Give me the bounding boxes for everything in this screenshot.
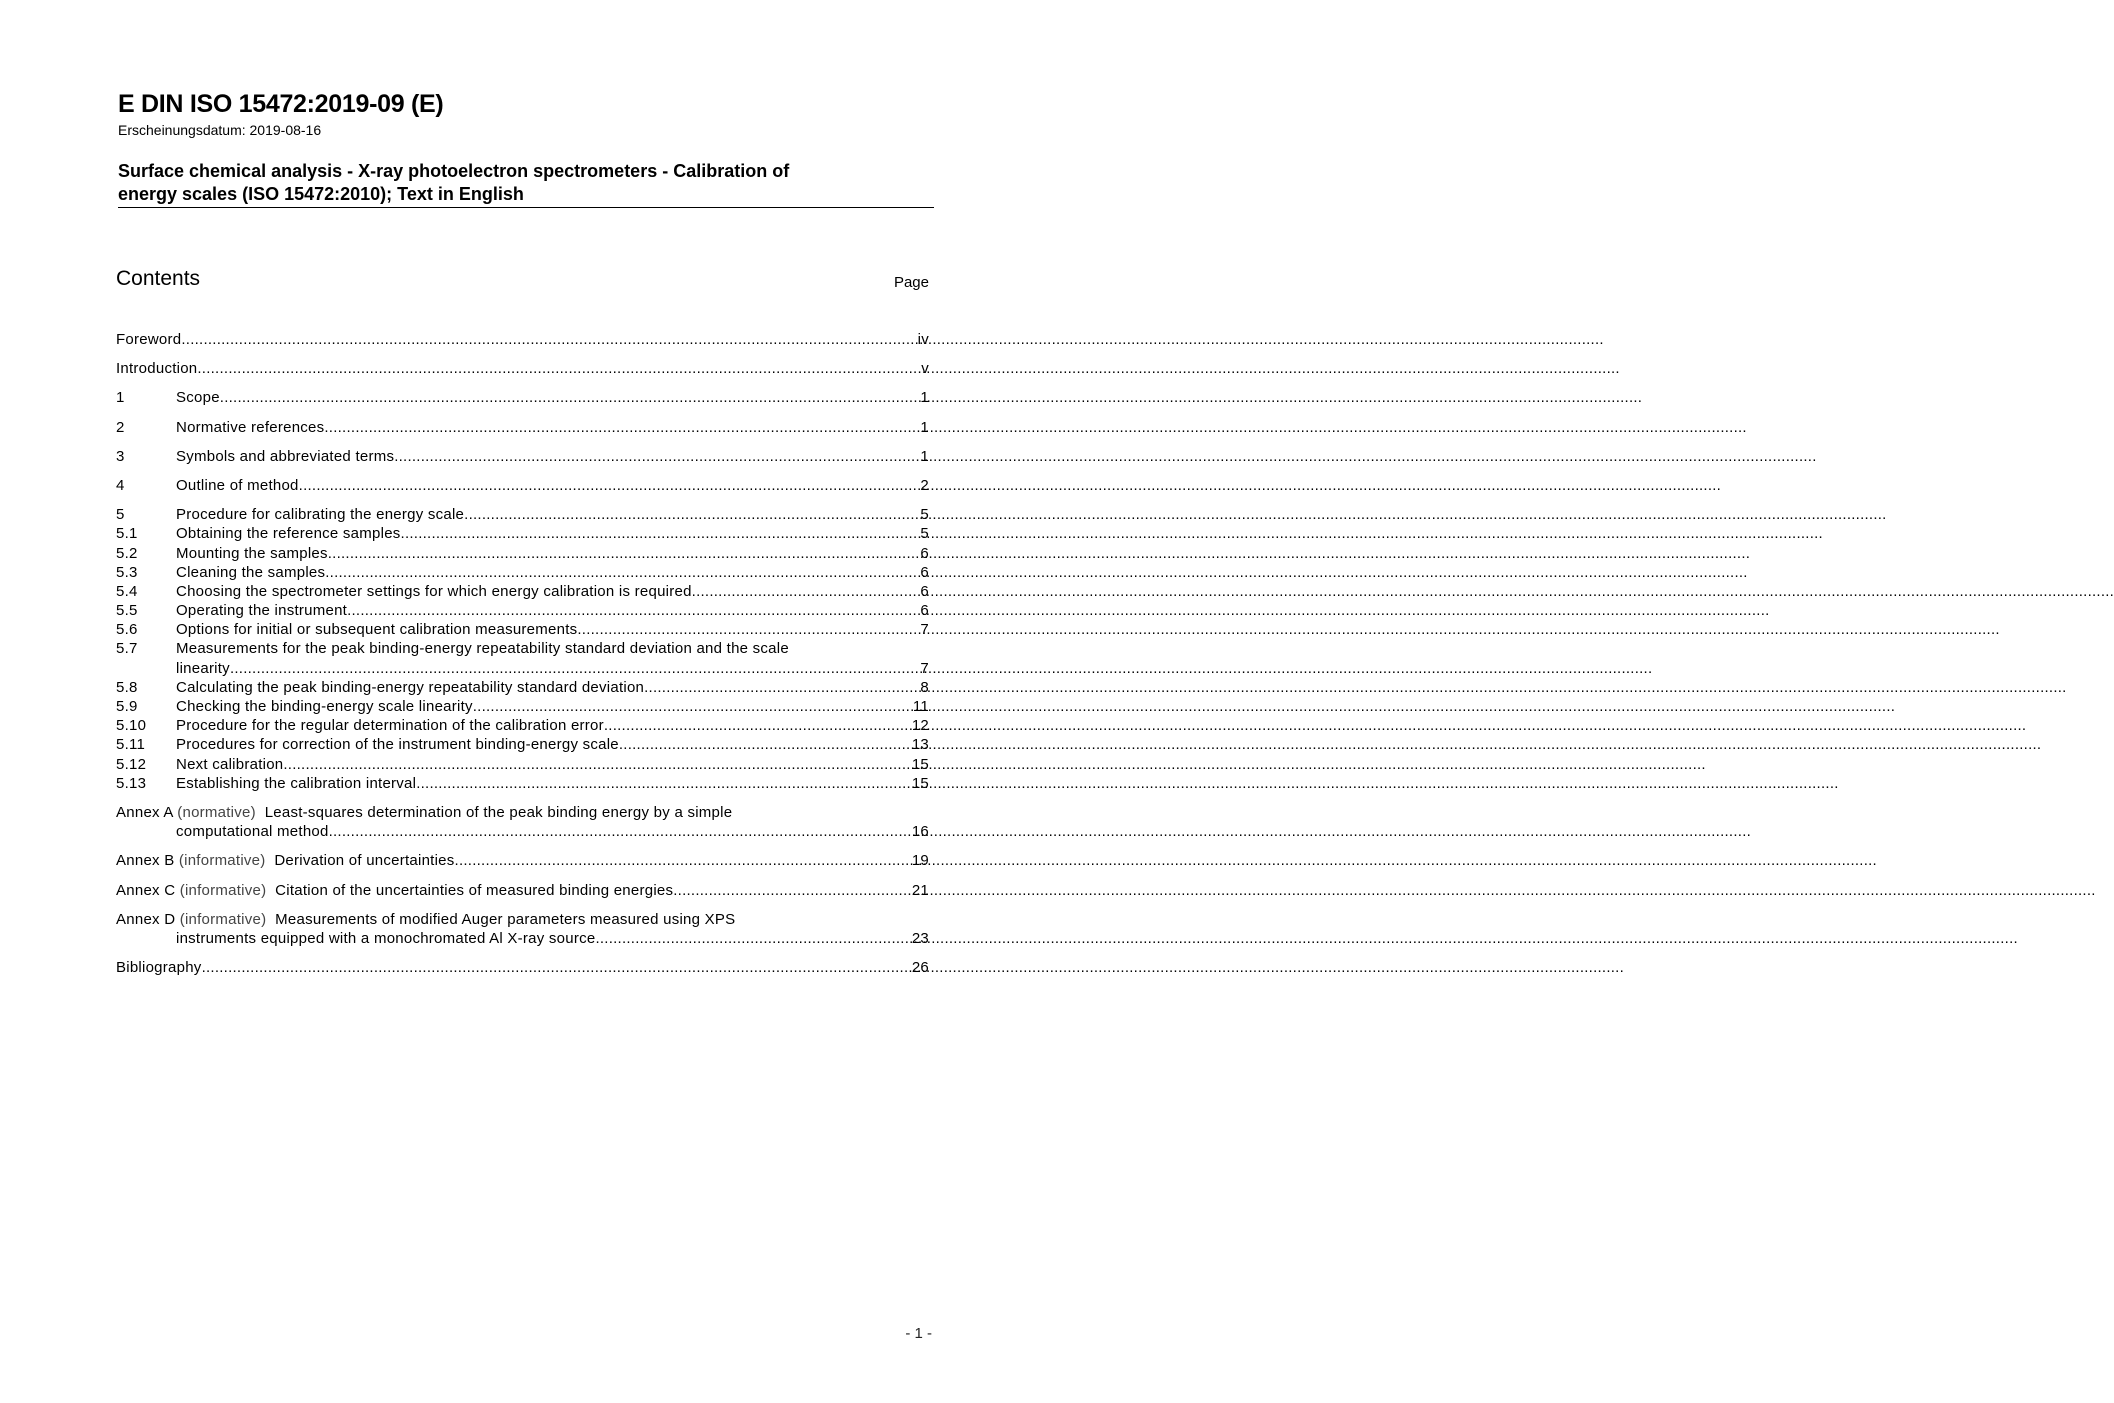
toc-entry-5-5[interactable]: [116, 601, 929, 620]
toc-entry-5-1[interactable]: [116, 524, 929, 543]
annex-title: Citation of the uncertainties of measured binding energies: [275, 881, 674, 899]
document-title-line-1: Surface chemical analysis - X-ray photoelectron spectrometers - Calibration of: [118, 161, 790, 181]
toc-label: Measurements for the peak binding-energy repeatability standard deviation and the scale: [176, 640, 789, 658]
toc-leader-dots: [202, 958, 912, 977]
annex-title: computational method: [176, 823, 329, 841]
toc-leader-dots: [604, 716, 912, 735]
toc-entry-5-9[interactable]: [116, 697, 929, 716]
toc-number: 5.5: [116, 602, 138, 620]
toc-leader-dots: [644, 678, 920, 697]
toc-page: 16: [911, 823, 929, 841]
toc-entry-annex-a[interactable]: [116, 803, 929, 822]
toc-page: 13: [911, 736, 929, 754]
toc-entry-annex-d-continued[interactable]: [116, 929, 929, 948]
toc-entry-5-4[interactable]: [116, 582, 929, 601]
annex-prefix: Annex C: [116, 881, 176, 899]
toc-number: 2: [116, 418, 125, 436]
toc-number: 5.11: [116, 736, 146, 754]
toc-page: v: [921, 360, 929, 378]
toc-entry-5[interactable]: [116, 505, 929, 524]
toc-number: 5.8: [116, 678, 138, 696]
toc-leader-dots: [324, 418, 920, 437]
annex-kind: (informative): [179, 881, 267, 899]
toc-leader-dots: [455, 851, 912, 870]
annex-kind: (informative): [179, 910, 267, 928]
annex-kind: (normative): [177, 803, 256, 821]
toc-page: 6: [920, 602, 929, 620]
toc-label: Normative references: [176, 418, 325, 436]
toc-page: 2: [920, 476, 929, 494]
toc-number: 5: [116, 506, 125, 524]
toc-page: 11: [912, 698, 929, 715]
annex-title: Least-squares determination of the peak binding energy by a simple: [264, 803, 733, 821]
toc-number: 5.7: [116, 640, 138, 658]
toc-entry-5-2[interactable]: [116, 544, 929, 563]
toc-leader-dots: [329, 822, 912, 841]
contents-heading: Contents: [116, 267, 201, 290]
toc-leader-dots: [230, 659, 920, 678]
toc-page: 21: [911, 881, 929, 899]
toc-entry-4[interactable]: [116, 476, 929, 495]
toc-number: 5.3: [116, 563, 138, 581]
toc-page: 15: [911, 774, 929, 792]
toc-leader-dots: [473, 697, 913, 716]
annex-title: instruments equipped with a monochromated Al X-ray source: [176, 929, 596, 947]
toc-label: [116, 881, 673, 900]
toc-page: 26: [911, 959, 929, 977]
toc-page: 15: [911, 755, 929, 773]
toc-page: 5: [920, 506, 929, 524]
toc-entry-5-7-continued[interactable]: [116, 659, 929, 678]
toc-label: Checking the binding-energy scale linearity: [176, 698, 473, 715]
title-divider: [118, 207, 934, 208]
toc-page: 12: [911, 717, 929, 735]
toc-leader-dots: [401, 524, 921, 543]
toc-page: 1: [920, 389, 929, 407]
toc-leader-dots: [299, 476, 921, 495]
toc-entry-introduction[interactable]: [116, 359, 929, 378]
document-title-line-2: energy scales (ISO 15472:2010); Text in English: [118, 184, 524, 204]
toc-label: Cleaning the samples: [176, 563, 326, 581]
publication-date: Erscheinungsdatum: 2019-08-16: [118, 122, 322, 138]
toc-entry-annex-a-continued[interactable]: [116, 822, 929, 841]
toc-number: 5.13: [116, 774, 147, 792]
toc-page: 7: [920, 659, 929, 677]
toc-label: Procedures for correction of the instrument binding-energy scale: [176, 736, 619, 754]
toc-entry-2[interactable]: [116, 418, 929, 437]
toc-entry-1[interactable]: [116, 388, 929, 407]
toc-label: Options for initial or subsequent calibration measurements: [176, 621, 578, 639]
toc-page: 6: [920, 582, 929, 600]
toc-number: 5.2: [116, 544, 138, 562]
page-number: - 1 -: [905, 1325, 932, 1342]
toc-number: 5.6: [116, 621, 138, 639]
toc-leader-dots: [673, 881, 912, 900]
annex-title: Measurements of modified Auger parameters measured using XPS: [275, 910, 736, 928]
toc-label: Foreword: [116, 331, 182, 348]
table-of-contents: [116, 330, 929, 977]
toc-page: 19: [911, 852, 929, 870]
toc-entry-bibliography[interactable]: [116, 958, 929, 977]
toc-label: Introduction: [116, 360, 198, 378]
toc-leader-dots: [181, 330, 917, 349]
toc-leader-dots: [619, 735, 912, 754]
toc-number: 5.10: [116, 717, 147, 735]
toc-number: 3: [116, 447, 125, 465]
toc-page: 23: [911, 929, 929, 947]
toc-label: Operating the instrument: [176, 602, 348, 620]
toc-entry-5-11[interactable]: [116, 735, 929, 754]
toc-entry-5-7[interactable]: [116, 639, 929, 658]
toc-label: [116, 910, 735, 929]
toc-entry-5-3[interactable]: [116, 563, 929, 582]
toc-label: Outline of method: [176, 476, 299, 494]
toc-label: linearity: [176, 659, 230, 677]
document-title: [118, 160, 918, 206]
toc-entry-5-12[interactable]: [116, 755, 929, 774]
toc-page: iv: [917, 331, 929, 348]
toc-label: Choosing the spectrometer settings for which energy calibration is required: [176, 582, 692, 600]
toc-entry-5-6[interactable]: [116, 620, 929, 639]
toc-entry-annex-c[interactable]: [116, 881, 929, 900]
annex-prefix: Annex D: [116, 910, 176, 928]
toc-leader-dots: [220, 388, 921, 407]
toc-entry-annex-d[interactable]: [116, 910, 929, 929]
toc-page: 1: [920, 418, 929, 436]
toc-page: 6: [920, 544, 929, 562]
toc-page: 8: [920, 678, 929, 696]
toc-number: 4: [116, 476, 125, 494]
toc-page: 6: [920, 563, 929, 581]
toc-leader-dots: [692, 582, 921, 601]
toc-page: 5: [920, 525, 929, 543]
toc-label: Next calibration: [176, 755, 284, 773]
toc-number: 5.1: [116, 525, 138, 543]
annex-kind: (informative): [178, 852, 266, 870]
toc-leader-dots: [577, 620, 920, 639]
toc-leader-dots: [197, 359, 921, 378]
page-column-label: Page: [893, 274, 929, 291]
toc-label: Obtaining the reference samples: [176, 525, 401, 543]
toc-label: Procedure for the regular determination of the calibration error: [176, 717, 604, 735]
annex-title: Derivation of uncertainties: [274, 852, 455, 870]
toc-label: Mounting the samples: [176, 544, 328, 562]
toc-entry-annex-b[interactable]: [116, 851, 929, 870]
toc-label: Scope: [176, 389, 220, 407]
toc-page: 7: [920, 621, 929, 639]
toc-entry-foreword[interactable]: [116, 330, 929, 349]
toc-leader-dots: [464, 505, 920, 524]
toc-entry-5-13[interactable]: [116, 774, 929, 793]
toc-label: Establishing the calibration interval: [176, 774, 417, 792]
toc-leader-dots: [283, 755, 911, 774]
toc-label: Bibliography: [116, 959, 202, 977]
toc-leader-dots: [595, 929, 911, 948]
toc-entry-3[interactable]: [116, 447, 929, 466]
toc-leader-dots: [325, 563, 920, 582]
toc-label: Calculating the peak binding-energy repeatability standard deviation: [176, 678, 645, 696]
toc-entry-5-10[interactable]: [116, 716, 929, 735]
toc-label: Symbols and abbreviated terms: [176, 447, 395, 465]
toc-label: Procedure for calibrating the energy scale: [176, 506, 465, 524]
toc-leader-dots: [416, 774, 912, 793]
toc-leader-dots: [347, 601, 920, 620]
document-id: E DIN ISO 15472:2019-09 (E): [118, 90, 444, 118]
annex-prefix: Annex B: [116, 852, 175, 870]
toc-label: [116, 803, 732, 822]
toc-number: 1: [116, 389, 125, 407]
toc-number: 5.4: [116, 582, 138, 600]
annex-prefix: Annex A: [116, 803, 173, 821]
toc-number: 5.12: [116, 755, 147, 773]
toc-leader-dots: [328, 544, 921, 563]
toc-number: 5.9: [116, 698, 138, 715]
toc-entry-5-8[interactable]: [116, 678, 929, 697]
toc-leader-dots: [394, 447, 920, 466]
toc-page: 1: [920, 447, 929, 465]
toc-label: [116, 851, 455, 870]
